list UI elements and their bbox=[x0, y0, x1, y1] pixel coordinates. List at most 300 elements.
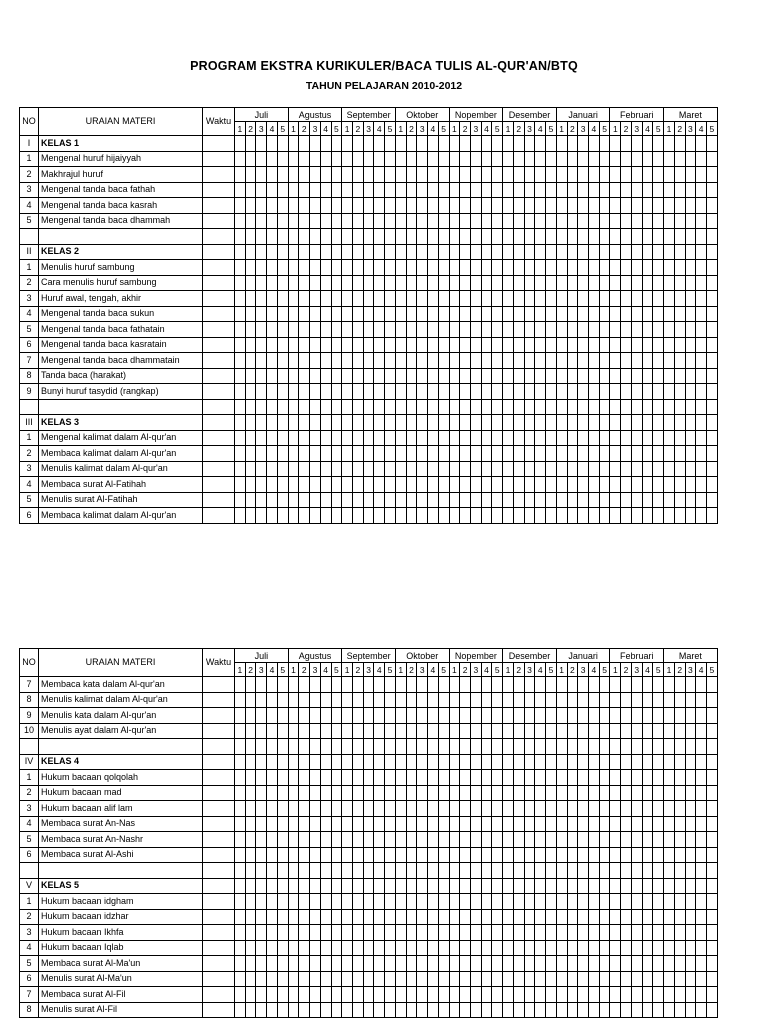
week-cell bbox=[438, 894, 449, 910]
week-cell bbox=[556, 461, 567, 477]
week-cell bbox=[288, 708, 299, 724]
table-row bbox=[20, 461, 718, 477]
week-cell bbox=[578, 136, 589, 152]
week-cell bbox=[664, 291, 675, 307]
week-cell bbox=[599, 213, 610, 229]
week-cell bbox=[352, 446, 363, 462]
week-number: 1 bbox=[395, 122, 406, 136]
week-cell bbox=[417, 384, 428, 400]
week-cell bbox=[621, 182, 632, 198]
week-cell bbox=[535, 832, 546, 848]
week-cell bbox=[438, 863, 449, 879]
week-cell bbox=[299, 244, 310, 260]
week-cell bbox=[481, 430, 492, 446]
table-row bbox=[20, 770, 718, 786]
week-cell bbox=[610, 461, 621, 477]
week-cell bbox=[299, 909, 310, 925]
week-cell bbox=[674, 244, 685, 260]
week-cell bbox=[288, 925, 299, 941]
week-cell bbox=[610, 956, 621, 972]
waktu-cell bbox=[203, 801, 235, 817]
week-cell bbox=[320, 770, 331, 786]
week-cell bbox=[385, 182, 396, 198]
week-cell bbox=[299, 708, 310, 724]
week-cell bbox=[599, 322, 610, 338]
week-number: 3 bbox=[417, 122, 428, 136]
week-cell bbox=[706, 151, 717, 167]
blank-row bbox=[20, 399, 718, 415]
week-cell bbox=[706, 754, 717, 770]
week-cell bbox=[299, 723, 310, 739]
week-cell bbox=[428, 832, 439, 848]
week-cell bbox=[256, 739, 267, 755]
materi-cell: Mengenal tanda baca dhammah bbox=[39, 213, 203, 229]
week-cell bbox=[664, 337, 675, 353]
week-cell bbox=[449, 461, 460, 477]
week-cell bbox=[245, 306, 256, 322]
week-cell bbox=[599, 1002, 610, 1018]
week-cell bbox=[513, 878, 524, 894]
week-cell bbox=[277, 723, 288, 739]
week-cell bbox=[481, 677, 492, 693]
week-cell bbox=[621, 275, 632, 291]
week-cell bbox=[310, 708, 321, 724]
week-cell bbox=[696, 956, 707, 972]
week-cell bbox=[406, 832, 417, 848]
week-cell bbox=[524, 275, 535, 291]
week-cell bbox=[524, 878, 535, 894]
week-cell bbox=[363, 136, 374, 152]
row-number bbox=[20, 863, 39, 879]
week-cell bbox=[267, 430, 278, 446]
week-cell bbox=[674, 987, 685, 1003]
week-cell bbox=[438, 770, 449, 786]
week-cell bbox=[267, 816, 278, 832]
week-cell bbox=[599, 260, 610, 276]
week-cell bbox=[556, 353, 567, 369]
week-cell bbox=[299, 151, 310, 167]
week-cell bbox=[546, 754, 557, 770]
week-cell bbox=[588, 832, 599, 848]
week-cell bbox=[299, 801, 310, 817]
week-cell bbox=[374, 368, 385, 384]
week-cell bbox=[342, 229, 353, 245]
week-cell bbox=[460, 692, 471, 708]
week-number: 2 bbox=[567, 122, 578, 136]
week-cell bbox=[546, 182, 557, 198]
week-cell bbox=[331, 151, 342, 167]
week-cell bbox=[342, 816, 353, 832]
week-cell bbox=[245, 275, 256, 291]
week-cell bbox=[320, 167, 331, 183]
week-cell bbox=[642, 229, 653, 245]
week-cell bbox=[674, 492, 685, 508]
week-cell bbox=[342, 909, 353, 925]
week-cell bbox=[363, 430, 374, 446]
week-cell bbox=[674, 322, 685, 338]
week-cell bbox=[395, 229, 406, 245]
week-cell bbox=[642, 708, 653, 724]
week-number: 5 bbox=[706, 663, 717, 677]
week-cell bbox=[245, 213, 256, 229]
week-cell bbox=[492, 909, 503, 925]
week-number: 5 bbox=[331, 663, 342, 677]
week-number: 2 bbox=[352, 663, 363, 677]
week-cell bbox=[438, 940, 449, 956]
week-cell bbox=[235, 384, 246, 400]
week-cell bbox=[245, 894, 256, 910]
week-cell bbox=[235, 832, 246, 848]
week-cell bbox=[599, 415, 610, 431]
week-cell bbox=[588, 1002, 599, 1018]
week-cell bbox=[503, 136, 514, 152]
week-cell bbox=[470, 415, 481, 431]
week-cell bbox=[492, 337, 503, 353]
week-cell bbox=[352, 167, 363, 183]
week-cell bbox=[503, 182, 514, 198]
materi-cell: Menulis surat Al-Ma'un bbox=[39, 971, 203, 987]
week-cell bbox=[417, 863, 428, 879]
week-cell bbox=[256, 306, 267, 322]
week-cell bbox=[578, 508, 589, 524]
week-cell bbox=[245, 770, 256, 786]
week-cell bbox=[535, 723, 546, 739]
week-cell bbox=[256, 492, 267, 508]
week-cell bbox=[642, 677, 653, 693]
week-cell bbox=[631, 477, 642, 493]
table-row bbox=[20, 322, 718, 338]
week-cell bbox=[310, 909, 321, 925]
week-cell bbox=[556, 477, 567, 493]
week-cell bbox=[546, 987, 557, 1003]
week-cell bbox=[535, 399, 546, 415]
week-cell bbox=[696, 477, 707, 493]
week-cell bbox=[481, 461, 492, 477]
week-cell bbox=[385, 151, 396, 167]
week-cell bbox=[653, 739, 664, 755]
week-cell bbox=[449, 508, 460, 524]
week-cell bbox=[363, 894, 374, 910]
week-cell bbox=[696, 1002, 707, 1018]
week-cell bbox=[395, 971, 406, 987]
week-cell bbox=[653, 723, 664, 739]
week-cell bbox=[470, 816, 481, 832]
week-cell bbox=[235, 940, 246, 956]
week-cell bbox=[556, 754, 567, 770]
week-cell bbox=[556, 151, 567, 167]
week-cell bbox=[438, 785, 449, 801]
week-cell bbox=[567, 492, 578, 508]
week-cell bbox=[267, 878, 278, 894]
week-cell bbox=[685, 151, 696, 167]
week-cell bbox=[267, 785, 278, 801]
week-cell bbox=[546, 956, 557, 972]
week-cell bbox=[460, 353, 471, 369]
week-cell bbox=[256, 863, 267, 879]
week-cell bbox=[631, 925, 642, 941]
week-cell bbox=[599, 894, 610, 910]
month-header: Nopember bbox=[449, 649, 503, 663]
week-cell bbox=[235, 353, 246, 369]
week-cell bbox=[492, 415, 503, 431]
week-cell bbox=[653, 677, 664, 693]
week-cell bbox=[406, 878, 417, 894]
week-cell bbox=[438, 353, 449, 369]
week-cell bbox=[406, 723, 417, 739]
week-cell bbox=[578, 708, 589, 724]
week-cell bbox=[428, 415, 439, 431]
week-cell bbox=[578, 368, 589, 384]
week-cell bbox=[492, 708, 503, 724]
week-cell bbox=[460, 136, 471, 152]
week-cell bbox=[428, 136, 439, 152]
week-cell bbox=[631, 306, 642, 322]
week-cell bbox=[664, 940, 675, 956]
week-cell bbox=[385, 925, 396, 941]
week-cell bbox=[428, 770, 439, 786]
week-cell bbox=[653, 461, 664, 477]
week-cell bbox=[631, 461, 642, 477]
week-cell bbox=[363, 677, 374, 693]
week-cell bbox=[288, 136, 299, 152]
waktu-cell bbox=[203, 816, 235, 832]
week-cell bbox=[363, 415, 374, 431]
week-number: 3 bbox=[363, 663, 374, 677]
week-cell bbox=[481, 368, 492, 384]
waktu-cell bbox=[203, 275, 235, 291]
week-cell bbox=[706, 229, 717, 245]
waktu-cell bbox=[203, 461, 235, 477]
week-cell bbox=[395, 801, 406, 817]
week-cell bbox=[470, 151, 481, 167]
week-cell bbox=[610, 925, 621, 941]
week-cell bbox=[674, 198, 685, 214]
week-cell bbox=[417, 971, 428, 987]
week-cell bbox=[588, 677, 599, 693]
materi-cell: Membaca kalimat dalam Al-qur'an bbox=[39, 508, 203, 524]
week-cell bbox=[470, 863, 481, 879]
week-cell bbox=[374, 801, 385, 817]
week-cell bbox=[674, 260, 685, 276]
week-cell bbox=[245, 909, 256, 925]
week-cell bbox=[385, 739, 396, 755]
week-cell bbox=[642, 368, 653, 384]
week-cell bbox=[310, 384, 321, 400]
week-cell bbox=[267, 322, 278, 338]
week-cell bbox=[481, 182, 492, 198]
week-cell bbox=[374, 229, 385, 245]
week-cell bbox=[235, 260, 246, 276]
week-cell bbox=[696, 832, 707, 848]
week-cell bbox=[288, 832, 299, 848]
week-cell bbox=[674, 182, 685, 198]
week-cell bbox=[706, 353, 717, 369]
week-cell bbox=[481, 136, 492, 152]
week-cell bbox=[513, 894, 524, 910]
week-cell bbox=[352, 925, 363, 941]
week-cell bbox=[310, 1002, 321, 1018]
week-cell bbox=[320, 785, 331, 801]
week-cell bbox=[310, 971, 321, 987]
week-cell bbox=[310, 368, 321, 384]
week-cell bbox=[546, 353, 557, 369]
week-cell bbox=[235, 754, 246, 770]
week-cell bbox=[299, 384, 310, 400]
week-cell bbox=[503, 909, 514, 925]
week-cell bbox=[288, 477, 299, 493]
week-cell bbox=[653, 1002, 664, 1018]
week-cell bbox=[277, 260, 288, 276]
week-cell bbox=[342, 461, 353, 477]
week-cell bbox=[578, 847, 589, 863]
week-cell bbox=[288, 847, 299, 863]
week-cell bbox=[299, 878, 310, 894]
week-cell bbox=[524, 260, 535, 276]
week-cell bbox=[556, 508, 567, 524]
week-cell bbox=[567, 692, 578, 708]
week-cell bbox=[460, 384, 471, 400]
week-cell bbox=[631, 399, 642, 415]
week-cell bbox=[363, 477, 374, 493]
week-cell bbox=[267, 754, 278, 770]
week-cell bbox=[664, 878, 675, 894]
week-cell bbox=[449, 863, 460, 879]
week-cell bbox=[696, 229, 707, 245]
week-cell bbox=[428, 244, 439, 260]
week-cell bbox=[406, 461, 417, 477]
week-cell bbox=[245, 1002, 256, 1018]
week-cell bbox=[331, 677, 342, 693]
week-cell bbox=[696, 151, 707, 167]
week-cell bbox=[395, 770, 406, 786]
table-row bbox=[20, 213, 718, 229]
week-cell bbox=[696, 508, 707, 524]
week-cell bbox=[642, 275, 653, 291]
week-cell bbox=[310, 739, 321, 755]
week-cell bbox=[395, 461, 406, 477]
week-cell bbox=[610, 384, 621, 400]
week-cell bbox=[492, 956, 503, 972]
week-cell bbox=[449, 198, 460, 214]
week-cell bbox=[460, 508, 471, 524]
week-cell bbox=[460, 909, 471, 925]
week-number: 3 bbox=[256, 663, 267, 677]
week-number: 2 bbox=[674, 122, 685, 136]
week-cell bbox=[256, 816, 267, 832]
week-cell bbox=[363, 847, 374, 863]
week-cell bbox=[470, 847, 481, 863]
week-cell bbox=[406, 677, 417, 693]
week-cell bbox=[492, 198, 503, 214]
week-cell bbox=[556, 446, 567, 462]
week-cell bbox=[621, 213, 632, 229]
week-cell bbox=[288, 987, 299, 1003]
row-number: 2 bbox=[20, 167, 39, 183]
week-cell bbox=[374, 136, 385, 152]
week-cell bbox=[610, 368, 621, 384]
week-cell bbox=[438, 446, 449, 462]
week-cell bbox=[546, 198, 557, 214]
week-number: 5 bbox=[492, 663, 503, 677]
week-cell bbox=[449, 399, 460, 415]
week-cell bbox=[503, 863, 514, 879]
week-cell bbox=[546, 785, 557, 801]
week-cell bbox=[546, 151, 557, 167]
week-cell bbox=[395, 182, 406, 198]
week-cell bbox=[631, 785, 642, 801]
materi-cell: Mengenal tanda baca fathah bbox=[39, 182, 203, 198]
week-cell bbox=[588, 337, 599, 353]
week-cell bbox=[599, 353, 610, 369]
week-cell bbox=[588, 291, 599, 307]
week-cell bbox=[449, 477, 460, 493]
week-cell bbox=[363, 739, 374, 755]
week-cell bbox=[417, 477, 428, 493]
week-cell bbox=[556, 244, 567, 260]
waktu-cell bbox=[203, 415, 235, 431]
week-cell bbox=[674, 708, 685, 724]
week-cell bbox=[685, 847, 696, 863]
week-cell bbox=[460, 863, 471, 879]
week-cell bbox=[331, 399, 342, 415]
week-cell bbox=[503, 677, 514, 693]
waktu-cell bbox=[203, 708, 235, 724]
week-cell bbox=[546, 322, 557, 338]
week-cell bbox=[588, 816, 599, 832]
week-cell bbox=[417, 754, 428, 770]
week-cell bbox=[599, 739, 610, 755]
week-cell bbox=[535, 182, 546, 198]
week-cell bbox=[706, 399, 717, 415]
week-cell bbox=[696, 816, 707, 832]
week-cell bbox=[685, 198, 696, 214]
week-cell bbox=[524, 477, 535, 493]
week-cell bbox=[578, 399, 589, 415]
week-cell bbox=[267, 167, 278, 183]
week-cell bbox=[578, 956, 589, 972]
week-number: 1 bbox=[610, 663, 621, 677]
week-cell bbox=[664, 306, 675, 322]
week-cell bbox=[256, 275, 267, 291]
table-row bbox=[20, 987, 718, 1003]
week-cell bbox=[492, 213, 503, 229]
materi-cell: Mengenal tanda baca sukun bbox=[39, 306, 203, 322]
week-cell bbox=[235, 291, 246, 307]
week-cell bbox=[481, 275, 492, 291]
week-cell bbox=[277, 306, 288, 322]
week-cell bbox=[696, 801, 707, 817]
week-cell bbox=[706, 847, 717, 863]
week-cell bbox=[556, 770, 567, 786]
week-cell bbox=[674, 275, 685, 291]
week-cell bbox=[588, 384, 599, 400]
week-cell bbox=[235, 677, 246, 693]
week-cell bbox=[578, 306, 589, 322]
week-cell bbox=[706, 136, 717, 152]
week-cell bbox=[546, 244, 557, 260]
week-cell bbox=[352, 260, 363, 276]
week-cell bbox=[277, 229, 288, 245]
week-cell bbox=[664, 708, 675, 724]
week-cell bbox=[621, 739, 632, 755]
week-cell bbox=[685, 461, 696, 477]
week-cell bbox=[310, 151, 321, 167]
week-cell bbox=[406, 940, 417, 956]
week-cell bbox=[696, 863, 707, 879]
week-cell bbox=[546, 492, 557, 508]
week-cell bbox=[363, 492, 374, 508]
week-cell bbox=[267, 692, 278, 708]
